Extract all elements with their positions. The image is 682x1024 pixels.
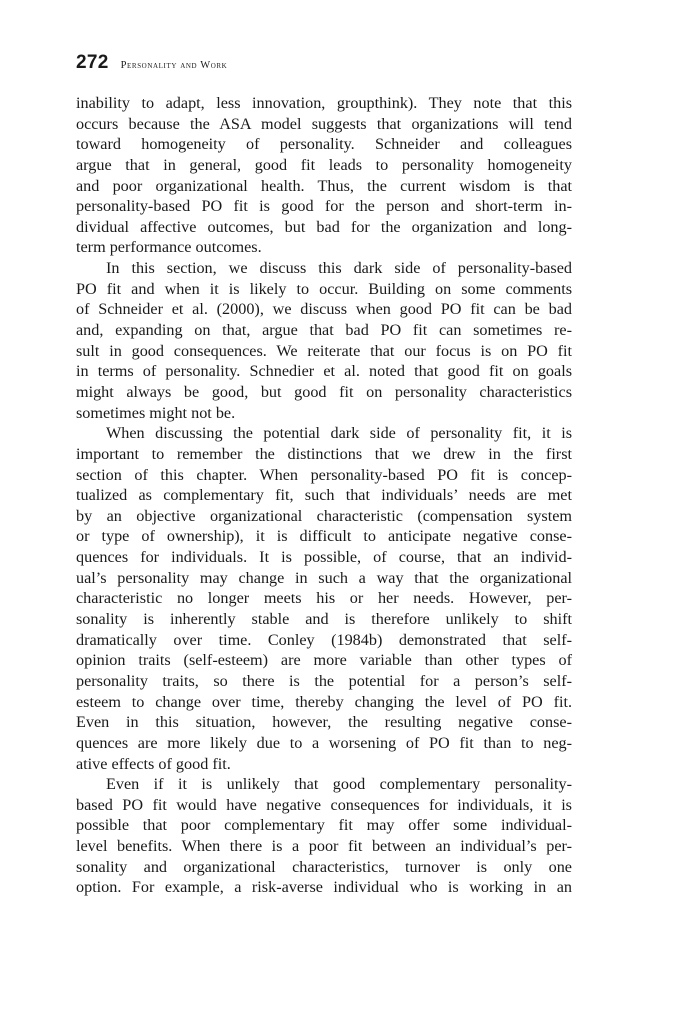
text-line: possible that poor complementary fit may offer some individual- <box>76 816 572 835</box>
text-line: inability to adapt, less innovation, groupthink). They note that this <box>76 94 572 112</box>
paragraph <box>76 93 572 258</box>
running-head <box>76 52 227 76</box>
text-line: quences are more likely due to a worsening of PO fit than to neg- <box>76 733 572 752</box>
text-line: dramatically over time. Conley (1984b) demonstrated that self- <box>76 630 572 649</box>
text-line: sonality and organizational characteristics, turnover is only one <box>76 857 572 876</box>
running-title: Personality and Work <box>120 60 228 71</box>
text-line: term performance outcomes. <box>76 238 262 257</box>
text-line: section of this chapter. When personality-based PO fit is concep- <box>76 465 572 484</box>
text-line: characteristic no longer meets his or her needs. However, per- <box>76 589 572 608</box>
text-line: PO fit and when it is likely to occur. Building on some comments <box>76 279 572 298</box>
paragraph <box>76 258 572 423</box>
text-line: sometimes might not be. <box>76 403 236 422</box>
text-line: ual’s personality may change in such a way that the organizational <box>76 568 572 587</box>
text-line: Even if it is unlikely that good complementary personality- <box>106 775 572 794</box>
text-line: When discussing the potential dark side of personality fit, it is <box>106 424 572 443</box>
text-line: and poor organizational health. Thus, the current wisdom is that <box>76 176 572 195</box>
text-line: personality traits, so there is the potential for a person’s self- <box>76 671 572 690</box>
text-line: based PO fit would have negative consequences for individuals, it is <box>76 795 572 814</box>
text-line: argue that in general, good fit leads to personality homogeneity <box>76 155 572 174</box>
text-line: sonality is inherently stable and is therefore unlikely to shift <box>76 610 572 629</box>
text-line: might always be good, but good fit on personality characteristics <box>76 382 572 401</box>
paragraph <box>76 423 572 774</box>
text-line: occurs because the ASA model suggests that organizations will tend <box>76 114 572 133</box>
text-line: or type of ownership), it is difficult to anticipate negative conse- <box>76 527 572 546</box>
text-line: ative effects of good fit. <box>76 754 231 773</box>
body-text <box>76 93 572 898</box>
text-line: opinion traits (self-esteem) are more variable than other types of <box>76 651 572 670</box>
text-line: sult in good consequences. We reiterate that our focus is on PO fit <box>76 341 572 360</box>
text-line: toward homogeneity of personality. Schneider and colleagues <box>76 135 572 154</box>
text-line: option. For example, a risk-averse individual who is working in an <box>76 878 572 897</box>
text-line: of Schneider et al. (2000), we discuss when good PO fit can be bad <box>76 300 572 319</box>
text-line: esteem to change over time, thereby changing the level of PO fit. <box>76 692 572 711</box>
text-line: by an objective organizational characteristic (compensation system <box>76 506 572 525</box>
text-line: In this section, we discuss this dark side of personality-based <box>106 259 572 278</box>
text-line: important to remember the distinctions that we drew in the first <box>76 444 572 463</box>
text-line: dividual affective outcomes, but bad for the organization and long- <box>76 217 572 236</box>
page-number: 272 <box>76 52 109 73</box>
text-line: personality-based PO fit is good for the person and short-term in- <box>76 197 572 216</box>
text-line: Even in this situation, however, the resulting negative conse- <box>76 713 572 732</box>
text-line: in terms of personality. Schnedier et al. noted that good fit on goals <box>76 362 572 381</box>
paragraph <box>76 774 572 898</box>
text-line: tualized as complementary fit, such that individuals’ needs are met <box>76 486 572 505</box>
text-line: and, expanding on that, argue that bad PO fit can sometimes re- <box>76 321 572 340</box>
text-line: quences for individuals. It is possible, of course, that an individ- <box>76 548 572 567</box>
text-line: level benefits. When there is a poor fit between an individual’s per- <box>76 837 572 856</box>
